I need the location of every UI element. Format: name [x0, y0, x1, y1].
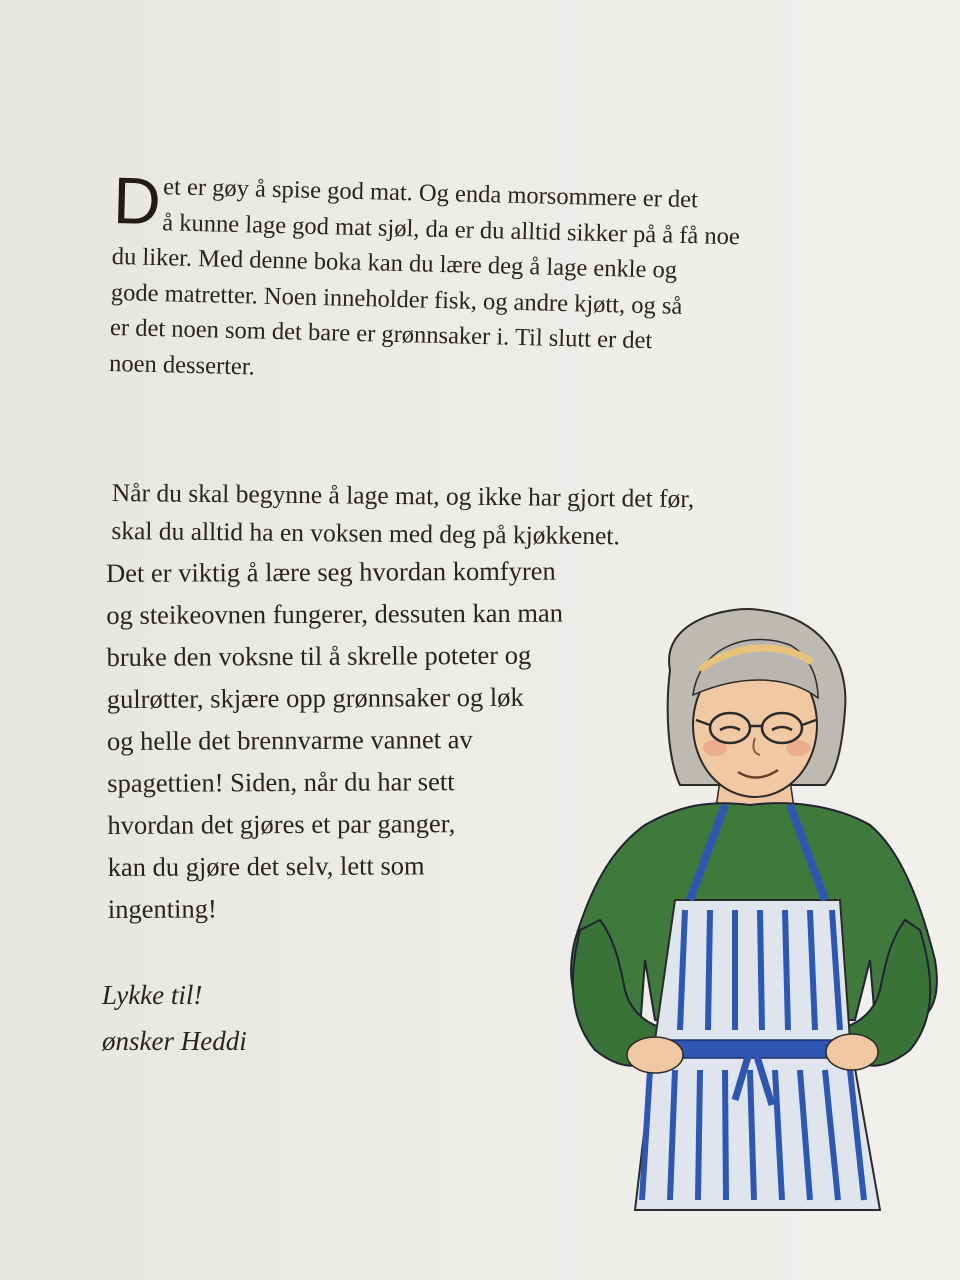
body-line: kan du gjøre det selv, lett som: [107, 850, 425, 882]
body-line: skal du alltid ha en voksen med deg på kjøkkenet.: [111, 515, 621, 551]
intro-line: er det noen som det bare er grønnsaker i. Til slutt er det: [109, 313, 653, 355]
intro-line: du liker. Med denne boka kan du lære deg å lage enkle og: [111, 242, 678, 284]
body-line: gulrøtter, skjære opp grønnsaker og løk: [106, 681, 524, 714]
body-line: spagettien! Siden, når du har sett: [107, 766, 455, 798]
right-hand-icon: [826, 1034, 878, 1070]
intro-line: noen desserter.: [108, 349, 256, 380]
intro-line: å kunne lage god mat sjøl, da er du alltid sikker på å få noe: [162, 208, 741, 250]
intro-paragraph: [108, 163, 814, 398]
intro-line: et er gøy å spise god mat. Og enda morsommere er det: [162, 173, 699, 214]
signoff-greeting: Lykke til!: [102, 980, 203, 1010]
drop-cap: D: [112, 163, 162, 239]
body-line: Når du skal begynne å lage mat, og ikke har gjort det før,: [111, 477, 695, 514]
grandmother-chef-illustration: [550, 600, 950, 1220]
safety-paragraph: [111, 474, 812, 557]
intro-line: gode matretter. Noen inneholder fisk, og andre kjøtt, og så: [110, 278, 683, 320]
body-line: bruke den voksne til å skrelle poteter og: [106, 639, 532, 672]
body-line: og helle det brennvarme vannet av: [106, 724, 473, 756]
body-line: og steikeovnen fungerer, dessuten kan man: [106, 597, 564, 630]
body-line: hvordan det gjøres et par ganger,: [107, 808, 456, 840]
signoff: [102, 972, 247, 1064]
left-hand-icon: [627, 1037, 683, 1073]
body-line: ingenting!: [107, 893, 217, 924]
body-line: Det er viktig å lære seg hvordan komfyren: [106, 555, 556, 588]
signoff-signature: ønsker Heddi: [102, 1026, 247, 1056]
